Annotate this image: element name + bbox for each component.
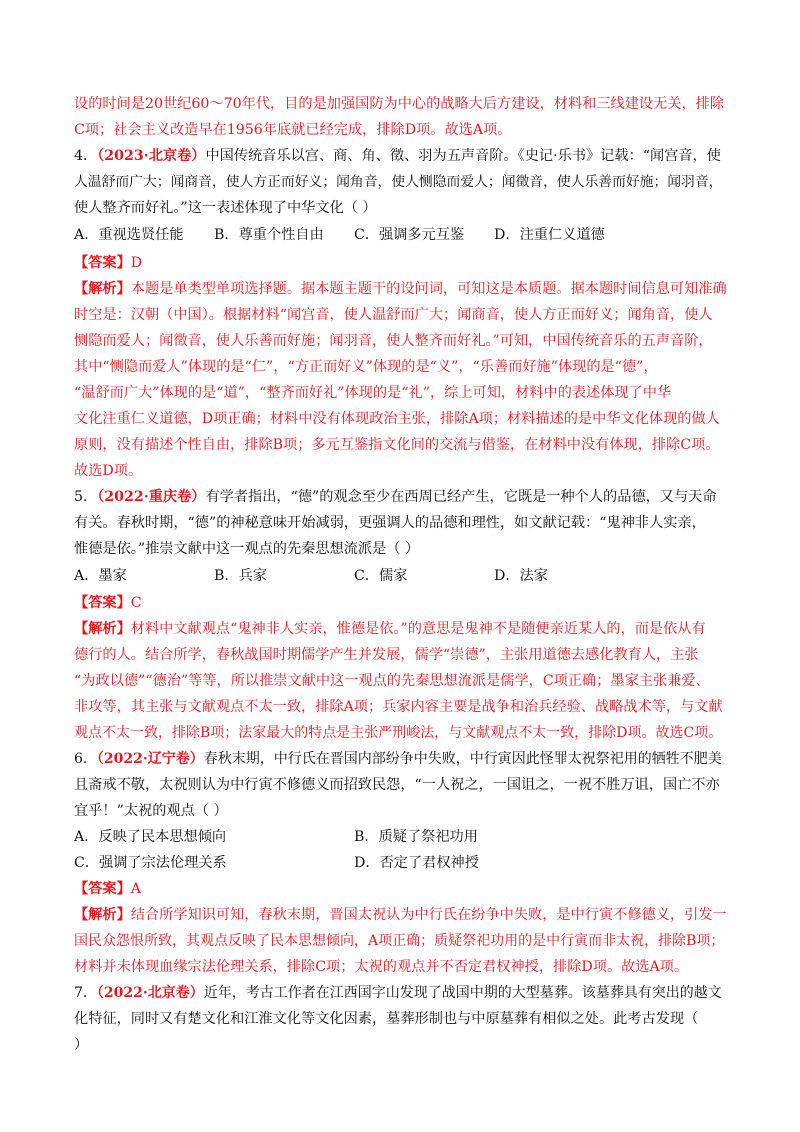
q5-answer-value: C [130,595,142,611]
q6-stem-text: 春秋末期，中行氏在晋国内部纷争中失败，中行寅因此怪罪太祝祭祀用的牺牲不肥美 [203,751,722,767]
q5-option-d: D．法家 [494,568,548,584]
q6-number: 6． [74,751,97,767]
q7-stem-text: 近年，考古工作者在江西国字山发现了战国中期的大型墓葬。该墓葬具有突出的越文 [203,985,722,1001]
q4-answer-label: 【答案】 [74,255,131,271]
q6-option-c: C．强调了宗法伦理关系 [74,855,227,871]
q4-answer [74,253,142,273]
q5-source: （2022·重庆卷） [97,489,206,505]
q5-analysis-line-5: 观点不太一致，排除B项；法家最大的特点是主张严刑峻法，与文献观点不太一致，排除D项。故选C项。 [74,725,723,741]
q7-stem-line-1 [74,983,722,1003]
q6-stem-line-1 [74,749,722,769]
q6-analysis-label: 【解析】 [74,907,131,923]
q5-analysis-line-1 [74,619,706,639]
q7-stem-line-3: ） [74,1037,89,1053]
q4-analysis-line-7: 原则，没有描述个性自由，排除B项；多元互鉴指文化间的交流与借鉴，在材料中没有体现，排除C项。 [74,437,720,453]
q5-number: 5． [74,489,98,505]
q4-analysis-line-5: “温舒而广大”体现的是“道”，“整齐而好礼”体现的是“礼”，综上可知，材料中的表述体现了中华 [74,385,672,401]
q6-analysis-line-3: 材料并未体现血缘宗法伦理关系，排除C项；太祝的观点并不否定君权神授，排除D项。故选A项。 [74,959,689,975]
q4-number: 4． [74,148,98,164]
q4-stem-line-2: 人温舒而广大；闻商音，使人方正而好义；闻角音，使人恻隐而爱人；闻徵音，使人乐善而好施；闻羽音， [74,174,723,190]
q5-analysis-text: 材料中文献观点“鬼神非人实亲，惟德是依。”的意思是鬼神不是随便亲近某人的，而是依从有 [130,621,706,637]
q4-analysis-line-6: 文化注重仁义道德，D项正确；材料中没有体现政治主张，排除A项；材料描述的是中华文化体现的做人 [74,411,720,427]
q4-analysis-label: 【解析】 [74,281,131,297]
q5-analysis-line-2: 德行的人。结合所学，春秋战国时期儒学产生并发展，儒学“崇德”，主张用道德去感化教育人，主张 [74,647,699,663]
q5-stem-line-2: 有关。春秋时期，“德”的神秘意味开始减弱，更强调人的品德和理性，如文献记载：“鬼神非人实亲， [74,515,706,531]
q4-option-c: C．强调多元互鉴 [354,227,465,243]
q4-analysis-line-1 [74,279,727,299]
intro-line-2: C项；社会主义改造早在1956年底就已经完成，排除D项。故选A项。 [74,122,512,138]
q4-stem-text: 中国传统音乐以宫、商、角、徵、羽为五声音阶。《史记·乐书》记载：“闻宫音，使 [205,148,721,164]
q5-options [74,566,728,586]
q4-stem-line-3: 使人整齐而好礼。”这一表述体现了中华文化（ ） [74,200,377,216]
q5-analysis-label: 【解析】 [74,621,131,637]
q7-number: 7． [74,985,97,1001]
q4-analysis-line-4: 其中“恻隐而爱人”体现的是“仁”，“方正而好义”体现的是“义”，“乐善而好施”体现的是“德”， [74,359,658,375]
q5-answer-label: 【答案】 [74,595,131,611]
q4-stem-line-1 [74,146,721,166]
q6-answer-label: 【答案】 [74,881,131,897]
q5-stem-line-1 [74,487,717,507]
q4-answer-value: D [130,255,143,271]
q6-answer-value: A [130,881,142,897]
intro-line-1: 设的时间是20世纪60～70年代，目的是加强国防为中心的战略大后方建设，材料和三线建设无关，排除 [74,96,725,112]
q4-analysis-line-3: 恻隐而爱人；闻徵音，使人乐善而好施；闻羽音，使人整齐而好礼。”可知，中国传统音乐的五声音阶， [74,333,713,349]
q4-option-d: D．注重仁义道德 [494,227,605,243]
q4-analysis-line-2: 时空是：汉朝（中国）。根据材料“闻宫音，使人温舒而广大；闻商音，使人方正而好义；闻角音，使人 [74,307,713,323]
q4-option-b: B．尊重个性自由 [214,227,324,243]
q6-options-row-1 [74,827,728,847]
q6-source: （2022·辽宁卷） [96,751,204,767]
q7-stem-line-2: 化特征，同时又有楚文化和江淮文化等文化因素，墓葬形制也与中原墓葬有相似之处。此考古发现（ [74,1011,699,1027]
q5-analysis-line-3: “为政以德”“德治”等等，所以推崇文献中这一观点的先秦思想流派是儒学，C项正确；墨家主张兼爱、 [74,673,710,689]
q6-analysis-line-2: 国民众怨恨所致，其观点反映了民本思想倾向，A项正确；质疑祭祀功用的是中行寅而非太祝，排除B项； [74,933,725,949]
q6-answer [74,879,141,899]
q5-stem-line-3: 惟德是依。”推崇文献中这一观点的先秦思想流派是（ ） [74,541,420,557]
q4-option-a: A．重视选贤任能 [74,227,184,243]
q6-options-row-2 [74,853,728,873]
q5-option-a: A．墨家 [74,568,127,584]
q4-analysis-text: 本题是单类型单项选择题。据本题主题干的设问词，可知这是本质题。据本题时间信息可知准确 [130,281,727,297]
q5-answer [74,593,142,613]
q5-option-b: B．兵家 [214,568,267,584]
q6-option-a: A．反映了民本思想倾向 [74,829,227,845]
q6-analysis-text: 结合所学知识可知，春秋末期，晋国太祝认为中行氏在纷争中失败，是中行寅不修德义，引发一 [130,907,727,923]
q6-stem-line-2: 且斋戒不敬，太祝则认为中行寅不修德义而招致民怨，“一人祝之，一国诅之，一祝不胜万诅，国亡不亦 [74,777,720,793]
q7-source: （2022·北京卷） [96,985,204,1001]
q4-source: （2023·北京卷） [97,148,206,164]
q5-analysis-line-4: 非攻等，其主张与文献观点不太一致，排除A项；兵家内容主要是战争和治兵经验、战略战术等，与文献 [74,699,723,715]
q6-stem-line-3: 宜乎！”太祝的观点（ ） [74,803,228,819]
q5-option-c: C．儒家 [354,568,408,584]
q6-option-d: D．否定了君权神授 [354,855,479,871]
q5-stem-text: 有学者指出，“德”的观念至少在西周已经产生，它既是一种个人的品德，又与天命 [205,489,717,505]
q4-options [74,225,728,245]
q6-option-b: B．质疑了祭祀功用 [354,829,478,845]
q6-analysis-line-1 [74,905,727,925]
q4-analysis-line-8: 故选D项。 [74,463,143,479]
